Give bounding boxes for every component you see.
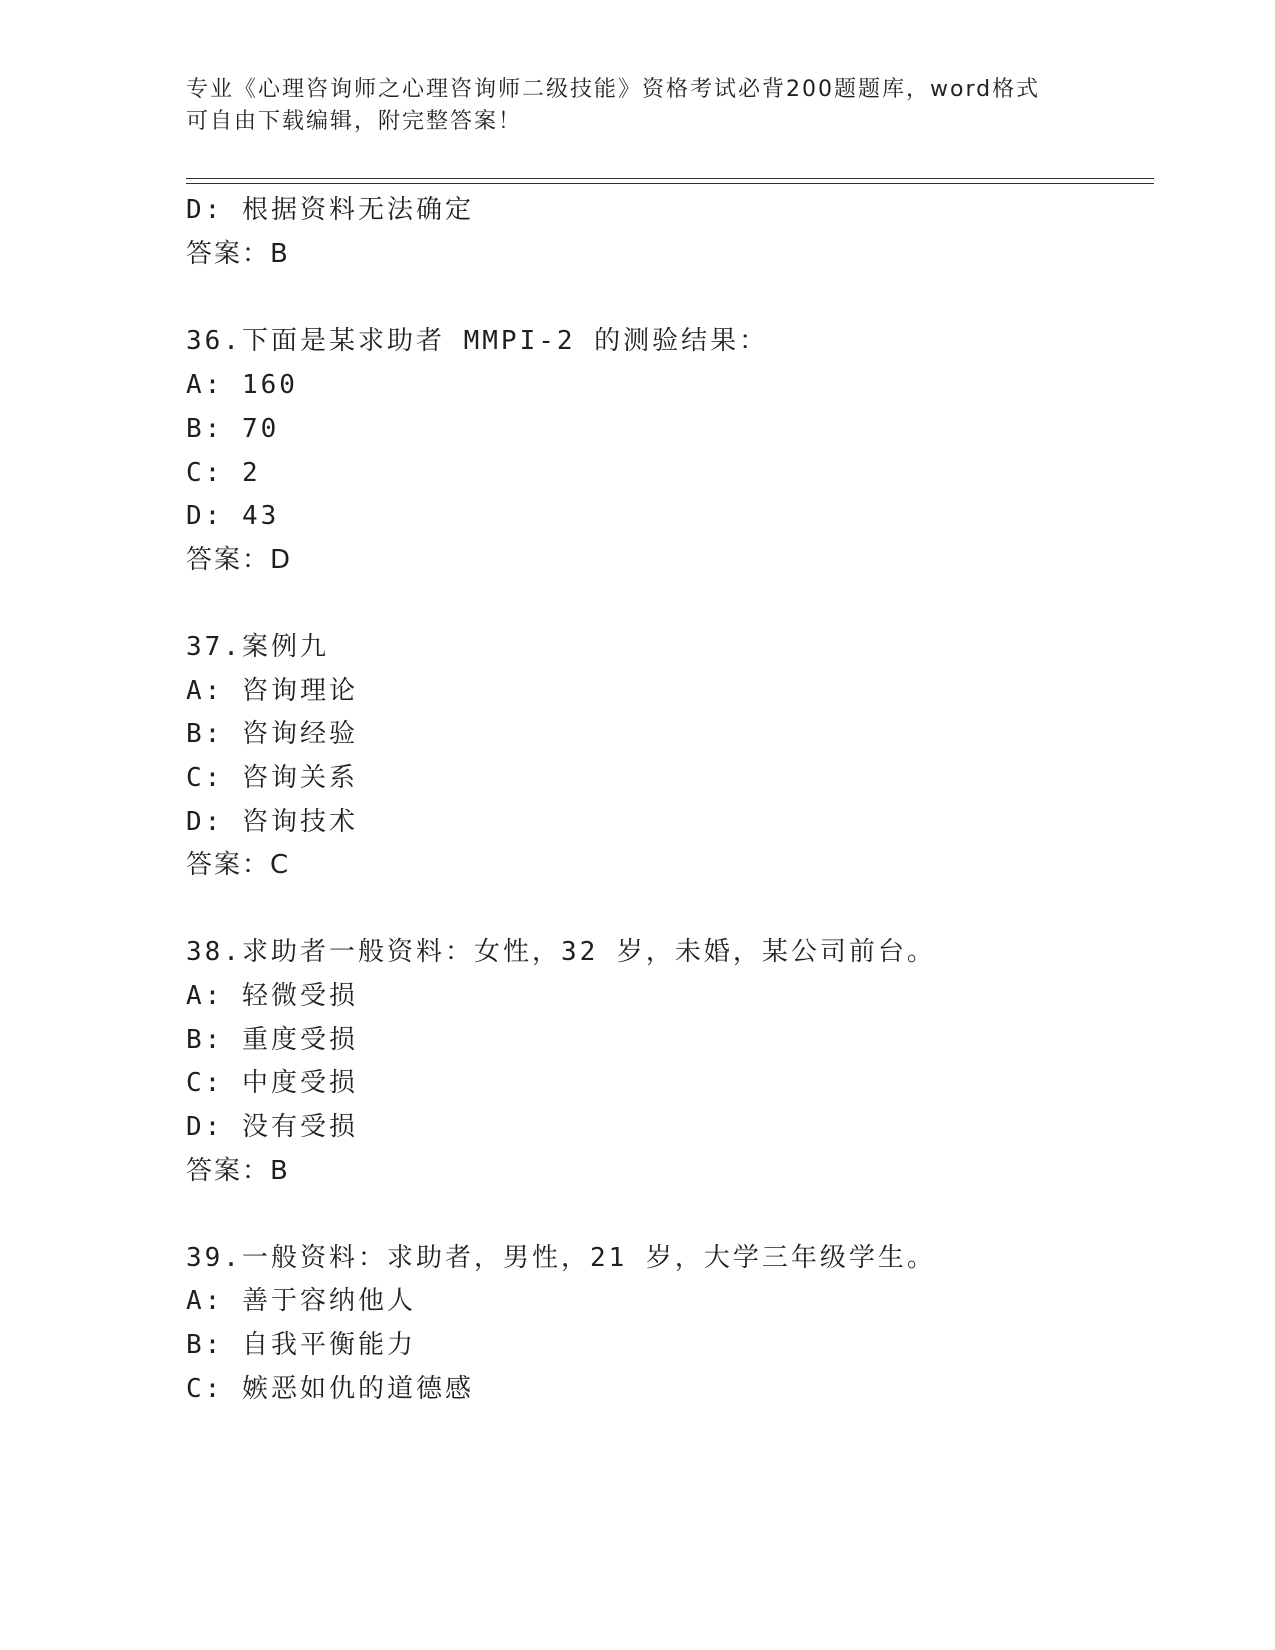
option-38-c: C: 中度受损 [186, 1068, 358, 1098]
answer-38: 答案：B [186, 1156, 290, 1186]
option-37-d: D: 咨询技术 [186, 807, 358, 837]
option-37-c: C: 咨询关系 [186, 763, 358, 793]
question-stem-36: 36.下面是某求助者 MMPI-2 的测验结果： [186, 326, 769, 356]
option-39-b: B: 自我平衡能力 [186, 1330, 416, 1360]
option-38-b: B: 重度受损 [186, 1025, 358, 1055]
answer-36: 答案：D [186, 545, 293, 575]
option-37-b: B: 咨询经验 [186, 719, 358, 749]
answer-37: 答案：C [186, 850, 291, 880]
prev-option-d: D: 根据资料无法确定 [186, 195, 474, 225]
option-39-c: C: 嫉恶如仇的道德感 [186, 1374, 474, 1404]
option-36-c: C: 2 [186, 458, 261, 488]
question-stem-38: 38.求助者一般资料：女性，32 岁，未婚，某公司前台。 [186, 937, 936, 967]
document-header [186, 74, 1086, 138]
header-line-2: 可自由下载编辑，附完整答案！ [186, 109, 523, 134]
option-36-a: A: 160 [186, 370, 298, 400]
option-38-d: D: 没有受损 [186, 1112, 358, 1142]
option-38-a: A: 轻微受损 [186, 981, 358, 1011]
header-line-1: 专业《心理咨询师之心理咨询师二级技能》资格考试必背200题题库，word格式 [186, 77, 1041, 102]
option-39-a: A: 善于容纳他人 [186, 1286, 416, 1316]
header-divider-bottom [186, 183, 1154, 184]
header-divider-top [186, 178, 1154, 179]
option-36-b: B: 70 [186, 414, 280, 444]
question-stem-37: 37.案例九 [186, 632, 329, 662]
option-37-a: A: 咨询理论 [186, 676, 358, 706]
option-36-d: D: 43 [186, 501, 280, 531]
prev-answer: 答案：B [186, 239, 290, 269]
question-stem-39: 39.一般资料：求助者，男性，21 岁，大学三年级学生。 [186, 1243, 936, 1273]
